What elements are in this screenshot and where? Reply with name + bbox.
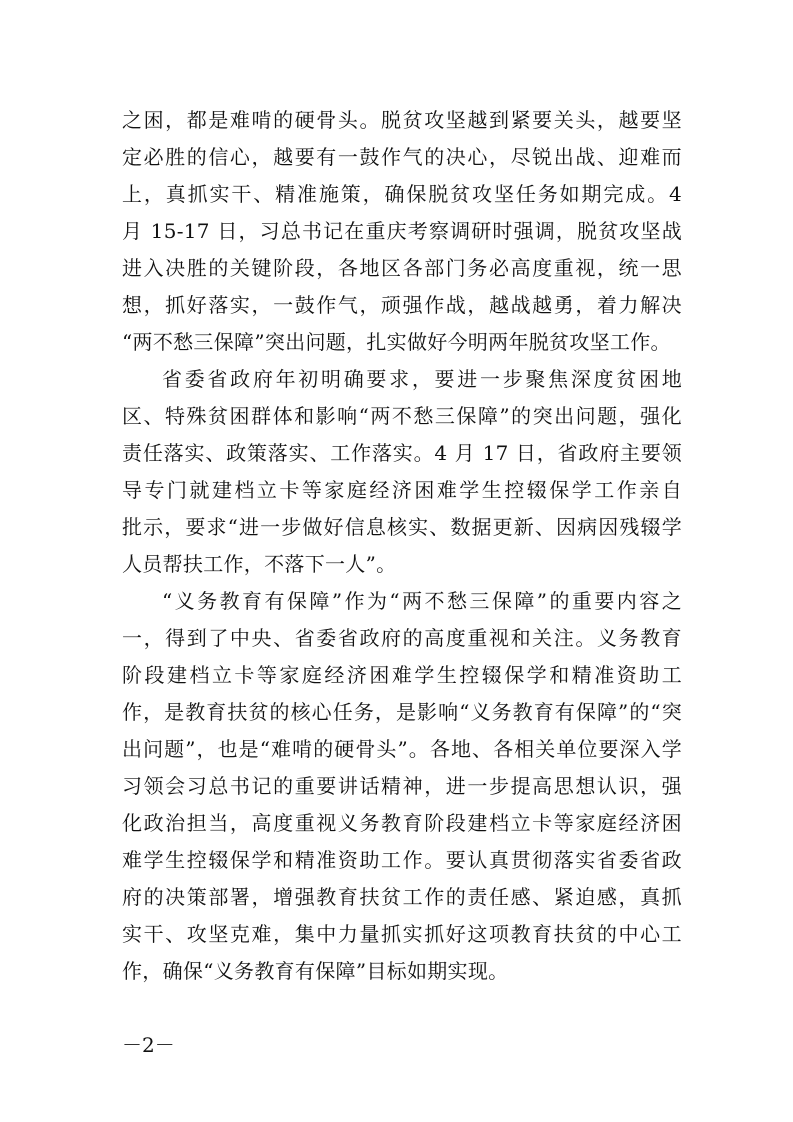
text-line: 省委省政府年初明确要求，要进一步聚焦深度贫困地 <box>162 367 682 391</box>
text-line: “义务教育有保障”作为“两不愁三保障”的重要内容之 <box>162 589 682 613</box>
text-line: 一，得到了中央、省委省政府的高度重视和关注。义务教育 <box>122 626 682 650</box>
text-line: “两不愁三保障”突出问题，扎实做好今明两年脱贫攻坚工作。 <box>122 330 671 354</box>
text-line: 批示，要求“进一步做好信息核实、数据更新、因病因残辍学 <box>122 515 682 539</box>
text-line: 想，抓好落实，一鼓作气，顽强作战，越战越勇，着力解决 <box>122 293 682 317</box>
text-line: 化政治担当，高度重视义务教育阶段建档立卡等家庭经济困 <box>122 811 682 835</box>
text-line: 区、特殊贫困群体和影响“两不愁三保障”的突出问题，强化 <box>122 404 682 428</box>
text-line: 习领会习总书记的重要讲话精神，进一步提高思想认识，强 <box>122 774 682 798</box>
text-line: 人员帮扶工作，不落下一人”。 <box>122 552 397 576</box>
text-line: 作，确保“义务教育有保障”目标如期实现。 <box>122 959 509 983</box>
text-line: 出问题”，也是“难啃的硬骨头”。各地、各相关单位要深入学 <box>122 737 682 761</box>
text-line: 难学生控辍保学和精准资助工作。要认真贯彻落实省委省政 <box>122 848 682 872</box>
text-line: 上，真抓实干、精准施策，确保脱贫攻坚任务如期完成。4 <box>122 182 682 206</box>
text-line: 作，是教育扶贫的核心任务，是影响“义务教育有保障”的“突 <box>122 700 682 724</box>
text-line: 责任落实、政策落实、工作落实。4 月 17 日，省政府主要领 <box>122 441 682 465</box>
text-line: 府的决策部署，增强教育扶贫工作的责任感、紧迫感，真抓 <box>122 885 682 909</box>
document-body <box>122 102 682 990</box>
text-line: 月 15-17 日，习总书记在重庆考察调研时强调，脱贫攻坚战 <box>122 219 682 243</box>
page-number: －2－ <box>122 1033 175 1057</box>
text-line: 导专门就建档立卡等家庭经济困难学生控辍保学工作亲自 <box>122 478 682 502</box>
text-line: 实干、攻坚克难，集中力量抓实抓好这项教育扶贫的中心工 <box>122 922 682 946</box>
text-line: 定必胜的信心，越要有一鼓作气的决心，尽锐出战、迎难而 <box>122 145 682 169</box>
text-line: 之困，都是难啃的硬骨头。脱贫攻坚越到紧要关头，越要坚 <box>122 108 682 132</box>
text-line: 阶段建档立卡等家庭经济困难学生控辍保学和精准资助工 <box>122 663 682 687</box>
text-line: 进入决胜的关键阶段，各地区各部门务必高度重视，统一思 <box>122 256 682 280</box>
